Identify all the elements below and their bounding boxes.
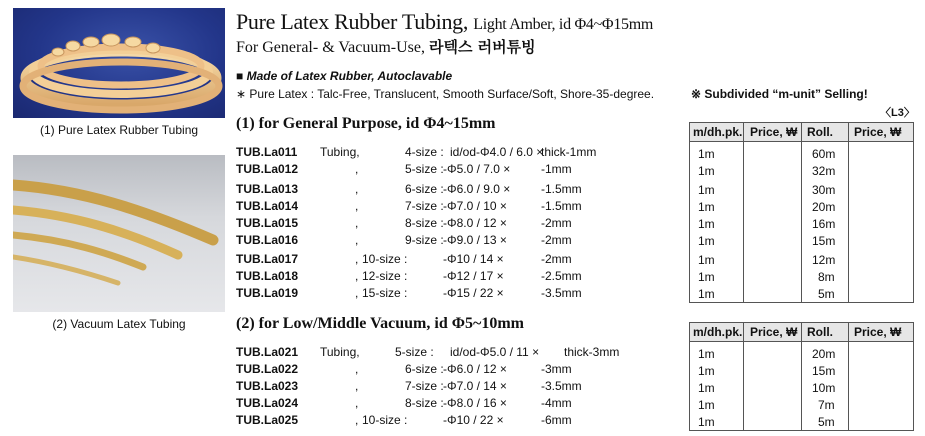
- product-code: TUB.La017: [236, 252, 299, 266]
- product-size: 6-size :: [405, 362, 444, 376]
- column-divider: [848, 123, 849, 302]
- header-price: Price, ₩: [750, 125, 798, 139]
- product-code: TUB.La021: [236, 345, 299, 359]
- product-thickness: -6mm: [541, 413, 572, 427]
- product-size: 8-size :: [405, 396, 444, 410]
- product-size: 10-size :: [362, 413, 408, 427]
- roll-cell: 20m: [812, 200, 836, 214]
- product-type: ,: [355, 252, 359, 266]
- product-thickness: -2.5mm: [541, 269, 582, 283]
- price-table-general: [689, 122, 914, 303]
- product-type: ,: [355, 233, 359, 247]
- product-code: TUB.La025: [236, 413, 299, 427]
- product-type: ,: [355, 269, 359, 283]
- product-thickness: -1.5mm: [541, 199, 582, 213]
- product-thickness: -2mm: [541, 216, 572, 230]
- product-size: 10-size :: [362, 252, 408, 266]
- product-dimensions: -Φ9.0 / 13 ×: [443, 233, 507, 247]
- product-thickness: -3.5mm: [541, 379, 582, 393]
- mdh-cell: 1m: [698, 183, 715, 197]
- product-type: Tubing,: [320, 145, 360, 159]
- product-thickness: -3.5mm: [541, 286, 582, 300]
- photo-caption-vacuum: (2) Vacuum Latex Tubing: [52, 317, 186, 331]
- tubing-lengths-illustration: [13, 155, 225, 312]
- header-price-roll: Price, ₩: [854, 125, 902, 139]
- product-code: TUB.La014: [236, 199, 299, 213]
- product-code: TUB.La015: [236, 216, 299, 230]
- mdh-cell: 1m: [698, 347, 715, 361]
- product-dimensions: -Φ6.0 / 12 ×: [443, 362, 507, 376]
- product-code: TUB.La011: [236, 145, 298, 159]
- column-divider: [801, 123, 802, 302]
- section-heading-vacuum: (2) for Low/Middle Vacuum, id Φ5~10mm: [236, 315, 524, 332]
- vacuum-latex-tubing-photo: [13, 155, 225, 312]
- product-type: ,: [355, 182, 359, 196]
- product-dimensions: -Φ8.0 / 12 ×: [443, 216, 507, 230]
- column-divider: [743, 323, 744, 430]
- roll-cell: 30m: [812, 183, 836, 197]
- mdh-cell: 1m: [698, 270, 715, 284]
- title-sub: Light Amber, id Φ4~Φ15mm: [473, 16, 654, 33]
- product-dimensions: -Φ15 / 22 ×: [443, 286, 504, 300]
- mdh-cell: 1m: [698, 398, 715, 412]
- mdh-cell: 1m: [698, 147, 715, 161]
- product-thickness: -1mm: [541, 162, 572, 176]
- subtitle-korean: 라텍스 러버튜빙: [428, 38, 536, 56]
- price-table-vacuum: [689, 322, 914, 431]
- roll-cell: 12m: [812, 253, 836, 267]
- roll-cell: 10m: [812, 381, 836, 395]
- product-size: 7-size :: [405, 199, 444, 213]
- product-code: TUB.La016: [236, 233, 299, 247]
- page-title: [236, 9, 653, 35]
- product-dimensions: -Φ12 / 17 ×: [443, 269, 504, 283]
- product-code: TUB.La022: [236, 362, 299, 376]
- mdh-cell: 1m: [698, 364, 715, 378]
- mdh-cell: 1m: [698, 217, 715, 231]
- product-thickness: -1.5mm: [541, 182, 582, 196]
- product-dimensions: -Φ10 / 22 ×: [443, 413, 504, 427]
- selling-note: ※ Subdivided “m-unit” Selling!: [691, 87, 868, 101]
- product-type: Tubing,: [320, 345, 360, 359]
- mdh-cell: 1m: [698, 381, 715, 395]
- unit-marker: 〈L3〉: [880, 107, 915, 119]
- mdh-cell: 1m: [698, 287, 715, 301]
- header-roll: Roll.: [807, 325, 833, 339]
- material-bullet: ■ Made of Latex Rubber, Autoclavable: [236, 69, 453, 83]
- product-type: ,: [355, 162, 359, 176]
- product-type: ,: [355, 413, 359, 427]
- product-size: 4-size :: [405, 145, 444, 159]
- roll-cell: 15m: [812, 364, 836, 378]
- roll-cell: 8m: [818, 270, 835, 284]
- product-code: TUB.La012: [236, 162, 299, 176]
- product-size: 9-size :: [405, 233, 444, 247]
- mdh-cell: 1m: [698, 253, 715, 267]
- mdh-cell: 1m: [698, 234, 715, 248]
- product-size: 7-size :: [405, 379, 444, 393]
- product-dimensions: id/od-Φ4.0 / 6.0 ×: [450, 145, 544, 159]
- product-size: 12-size :: [362, 269, 408, 283]
- product-code: TUB.La019: [236, 286, 299, 300]
- mdh-cell: 1m: [698, 164, 715, 178]
- section-heading-general: (1) for General Purpose, id Φ4~15mm: [236, 115, 496, 132]
- column-divider: [743, 123, 744, 302]
- title-main: Pure Latex Rubber Tubing,: [236, 9, 469, 34]
- product-type: ,: [355, 396, 359, 410]
- roll-cell: 5m: [818, 415, 835, 429]
- photo-caption-pure-latex: (1) Pure Latex Rubber Tubing: [39, 123, 199, 137]
- product-type: ,: [355, 362, 359, 376]
- roll-cell: 32m: [812, 164, 836, 178]
- product-dimensions: -Φ8.0 / 16 ×: [443, 396, 507, 410]
- product-code: TUB.La023: [236, 379, 299, 393]
- product-code: TUB.La024: [236, 396, 299, 410]
- product-dimensions: -Φ7.0 / 10 ×: [443, 199, 507, 213]
- product-size: 5-size :: [405, 162, 444, 176]
- product-code: TUB.La018: [236, 269, 299, 283]
- roll-cell: 15m: [812, 234, 836, 248]
- subtitle-english: For General- & Vacuum-Use,: [236, 39, 425, 56]
- product-dimensions: -Φ6.0 / 9.0 ×: [443, 182, 511, 196]
- product-dimensions: -Φ10 / 14 ×: [443, 252, 504, 266]
- product-type: ,: [355, 216, 359, 230]
- product-size: 15-size :: [362, 286, 408, 300]
- roll-cell: 5m: [818, 287, 835, 301]
- features-bullet: ∗ Pure Latex : Talc-Free, Translucent, Smooth Surface/Soft, Shore-35-degree.: [236, 87, 655, 101]
- column-divider: [848, 323, 849, 430]
- product-size: 6-size :: [405, 182, 444, 196]
- product-thickness: thick-3mm: [564, 345, 620, 359]
- product-dimensions: id/od-Φ5.0 / 11 ×: [450, 345, 540, 359]
- tubing-coil-illustration: [13, 8, 225, 118]
- header-price-roll: Price, ₩: [854, 325, 902, 339]
- product-dimensions: -Φ5.0 / 7.0 ×: [443, 162, 511, 176]
- header-roll: Roll.: [807, 125, 833, 139]
- product-type: ,: [355, 379, 359, 393]
- column-divider: [801, 323, 802, 430]
- roll-cell: 60m: [812, 147, 836, 161]
- roll-cell: 16m: [812, 217, 836, 231]
- product-size: 8-size :: [405, 216, 444, 230]
- page-subtitle: [236, 36, 536, 57]
- header-mdh: m/dh.pk.: [693, 325, 743, 339]
- roll-cell: 20m: [812, 347, 836, 361]
- product-code: TUB.La013: [236, 182, 299, 196]
- product-thickness: -4mm: [541, 396, 572, 410]
- pure-latex-tubing-photo: [13, 8, 225, 118]
- mdh-cell: 1m: [698, 200, 715, 214]
- product-dimensions: -Φ7.0 / 14 ×: [443, 379, 507, 393]
- product-thickness: -3mm: [541, 362, 572, 376]
- mdh-cell: 1m: [698, 415, 715, 429]
- roll-cell: 7m: [818, 398, 835, 412]
- product-thickness: -2mm: [541, 233, 572, 247]
- header-price: Price, ₩: [750, 325, 798, 339]
- product-size: 5-size :: [395, 345, 434, 359]
- header-mdh: m/dh.pk.: [693, 125, 743, 139]
- product-thickness: thick-1mm: [541, 145, 597, 159]
- product-thickness: -2mm: [541, 252, 572, 266]
- product-type: ,: [355, 286, 359, 300]
- product-type: ,: [355, 199, 359, 213]
